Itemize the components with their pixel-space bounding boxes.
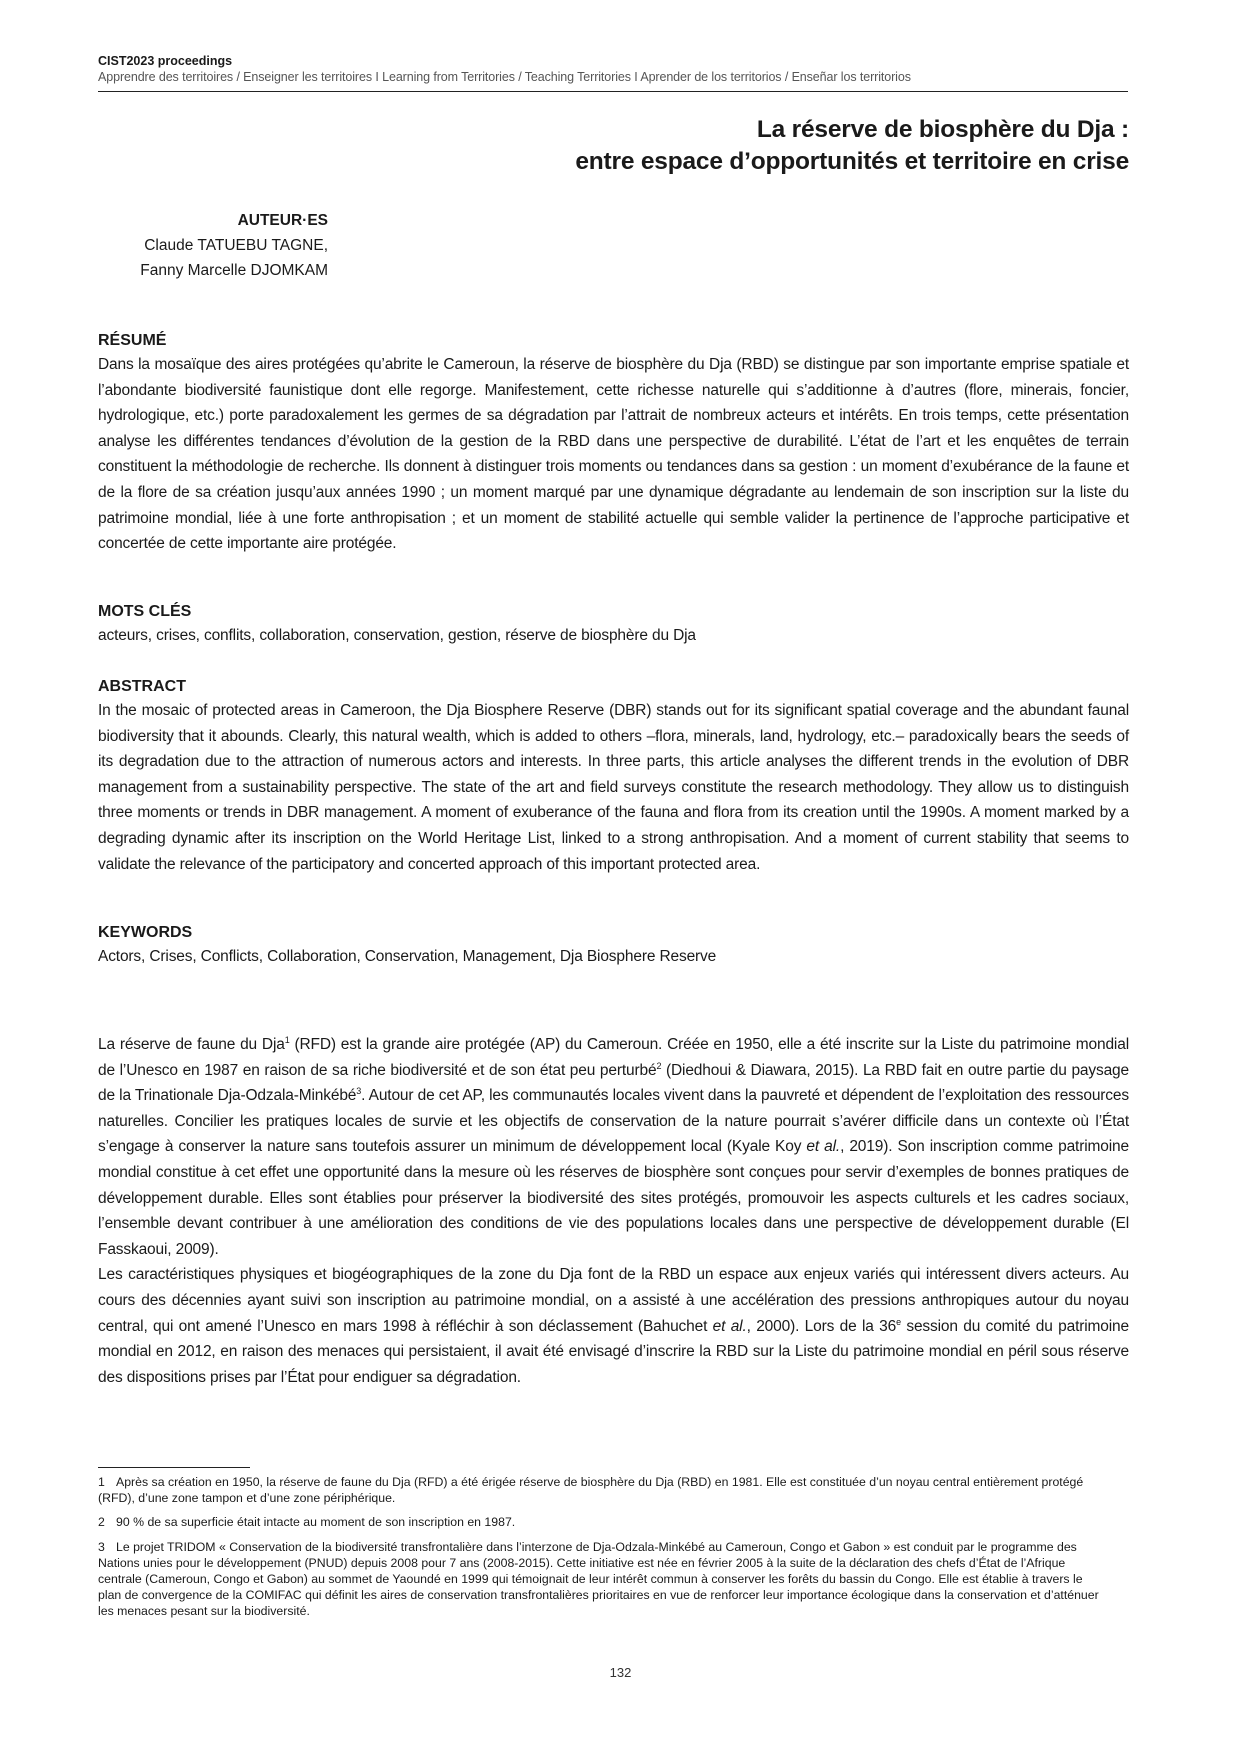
resume-heading: RÉSUMÉ (98, 332, 167, 349)
abstract-section (98, 676, 1129, 877)
authors-label: AUTEUR·ES (237, 212, 328, 229)
abstract-text: In the mosaic of protected areas in Cameroon, the Dja Biosphere Reserve (DBR) stands out for its significant spatial coverage and the abundant faunal biodiversity that it abounds. Clearly, this natural wealth, which is added to others –flora, minerals, land, hydrology, etc.– paradoxically bears the seeds of its degradation due to the attraction of numerous actors and interests. In three parts, this article analyses the different trends in the evolution of DBR management from a sustainability perspective. The state of the art and field surveys constitute the research methodology. They allow us to distinguish three moments or trends in DBR management. A moment of exuberance of the fauna and flora from its creation until the 1990s. A moment marked by a degrading dynamic after its inscription on the World Heritage List, linked to a strong anthropisation. And a moment of current stability that seems to validate the relevance of the participatory and concerted approach of this important protected area. (98, 702, 1129, 873)
keywords-heading: KEYWORDS (98, 924, 193, 941)
keywords-text: Actors, Crises, Conflicts, Collaboration, Conservation, Management, Dja Biosphere Reserve (98, 948, 717, 965)
title-line-1: La réserve de biosphère du Dja : (756, 116, 1129, 143)
authors-block (98, 208, 328, 283)
body-paragraph-2: Les caractéristiques physiques et biogéographiques de la zone du Dja font de la RBD un espace aux enjeux variés qui intéressent divers acteurs. Au cours des décennies ayant suivi son inscription au patrimoine mondial, on a assisté à une accélération des pressions anthropiques autour du noyau central, qui ont amené l’Unesco en mars 1998 à réfléchir à son déclassement (Bahuchet et al., 2000). Lors de la 36e session du comité du patrimoine mondial en 2012, en raison des menaces qui persistaient, il avait été envisagé d’inscrire la RBD sur la Liste du patrimoine mondial en péril sous réserve des dispositions prises par l’État pour endiguer sa dégradation. (98, 1266, 1129, 1386)
page-number: 132 (609, 1665, 632, 1680)
footnote-1: 1 Après sa création en 1950, la réserve de faune du Dja (RFD) a été érigée réserve de biosphère du Dja (RBD) en 1981. Elle est constituée d’un noyau central entièrement protégé (RFD), d’une zone tampon et d’une zone périphérique. (98, 1475, 1084, 1506)
article-title (575, 114, 1129, 178)
resume-text: Dans la mosaïque des aires protégées qu’abrite le Cameroun, la réserve de biosphère du Dja (RBD) se distingue par son importante emprise spatiale et l’abondante biodiversité faunistique dont elle regorge. Manifestement, cette richesse naturelle qui s’additionne à d’autres (flore, minerais, foncier, hydrologique, etc.) porte paradoxalement les germes de sa dégradation par l’attrait de nombreux acteurs et intérêts. En trois temps, cette présentation analyse les différentes tendances d’évolution de la gestion de la RBD dans une perspective de durabilité. L’état de l’art et les enquêtes de terrain constituent la méthodologie de recherche. Ils donnent à distinguer trois moments ou tendances dans sa gestion : un moment d’exubérance de la faune et de la flore de sa création jusqu’aux années 1990 ; un moment marqué par une dynamique dégradante au lendemain de son inscription sur la liste du patrimoine mondial, liée à une forte anthropisation ; et un moment de stabilité actuelle qui semble valider la pertinence de l’approche participative et concertée de cette importante aire protégée. (98, 356, 1129, 553)
body-paragraph-1: La réserve de faune du Dja$^1$ (RFD) est la grande aire protégée (AP) du Cameroun. Créée en 1950, elle a été inscrite sur la Liste du patrimoine mondial de l’Unesco en 1987 en raison de sa riche biodiversité et de son état peu perturbé$^2$ (Diedhoui & Diawara, 2015). La RBD fait en outre partie du paysage de la Trinationale Dja-Odzala-Minkébé$^3$. Autour de cet AP, les communautés locales vivent dans la pauvreté et dépendent de l’exploitation des ressources naturelles. Concilier les pratiques locales de survie et les objectifs de conservation de la nature pourrait s’avérer difficile dans un contexte où l’État s’engage à conserver la nature sans toutefois assurer un minimum de développement local (Kyale Koy et al., 2019). Son inscription comme patrimoine mondial constitue à cet effet une opportunité dans la mesure où les réserves de biosphère sont conçues pour servir d’exemples de bonnes pratiques de développement durable. Elles sont établies pour préserver la biodiversité des sites protégés, promouvoir les aspects culturels et les cadres sociaux, l’ensemble devant contribuer à une amélioration des conditions de vie des populations locales dans une perspective de développement durable (El Fasskaoui, 2009). (98, 1034, 1129, 1258)
title-line-2: entre espace d’opportunités et territoire en crise (575, 148, 1129, 175)
proceedings-subtitle: Apprendre des territoires / Enseigner les territoires I Learning from Territories / Teaching Territories I Aprender de los territorios / Enseñar los territorios (98, 70, 911, 84)
footnote-rule (98, 1467, 250, 1468)
abstract-heading: ABSTRACT (98, 678, 186, 695)
footnote-3: 3 Le projet TRIDOM « Conservation de la biodiversité transfrontalière dans l’interzone de Dja-Odzala-Minkébé au Cameroun, Congo et Gabon » est conduit par le programme des Nations unies pour le développement (PNUD) depuis 2008 pour 7 ans (2008-2015). Cette initiative est née en février 2005 à la suite de la déclaration des chefs d’État de l’Afrique centrale (Cameroun, Congo et Gabon) au sommet de Yaoundé en 1999 qui témoignait de leur intérêt commun à conserver les forêts du bassin du Congo. Elle est établie à travers le plan de convergence de la COMIFAC qui définit les aires de conservation transfrontalières prioritaires en vue de renforcer leur importance écologique dans la conservation et d’atténuer les menaces pesant sur la biodiversité. (98, 1539, 1099, 1619)
footnote-ref-1[interactable]: 1 (284, 1034, 290, 1045)
header-rule (98, 91, 1128, 92)
proceedings-label: CIST2023 proceedings (98, 54, 233, 68)
footnote-ref-3[interactable]: 3 (356, 1086, 362, 1097)
mots-cles-heading: MOTS CLÉS (98, 603, 192, 620)
footnote-ref-2[interactable]: 2 (656, 1060, 662, 1071)
footnote-2: 2 90 % de sa superficie était intacte au moment de son inscription en 1987. (98, 1515, 516, 1530)
mots-cles-section (98, 601, 1129, 649)
body-text (98, 1032, 1129, 1390)
keywords-section (98, 922, 1129, 970)
author-name: Fanny Marcelle DJOMKAM (140, 262, 328, 279)
author-name: Claude TATUEBU TAGNE, (144, 237, 328, 254)
footnotes (98, 1474, 1108, 1628)
running-header (98, 54, 1128, 85)
resume-section (98, 330, 1129, 557)
mots-cles-text: acteurs, crises, conflits, collaboration, conservation, gestion, réserve de biosphère du Dja (98, 627, 696, 644)
